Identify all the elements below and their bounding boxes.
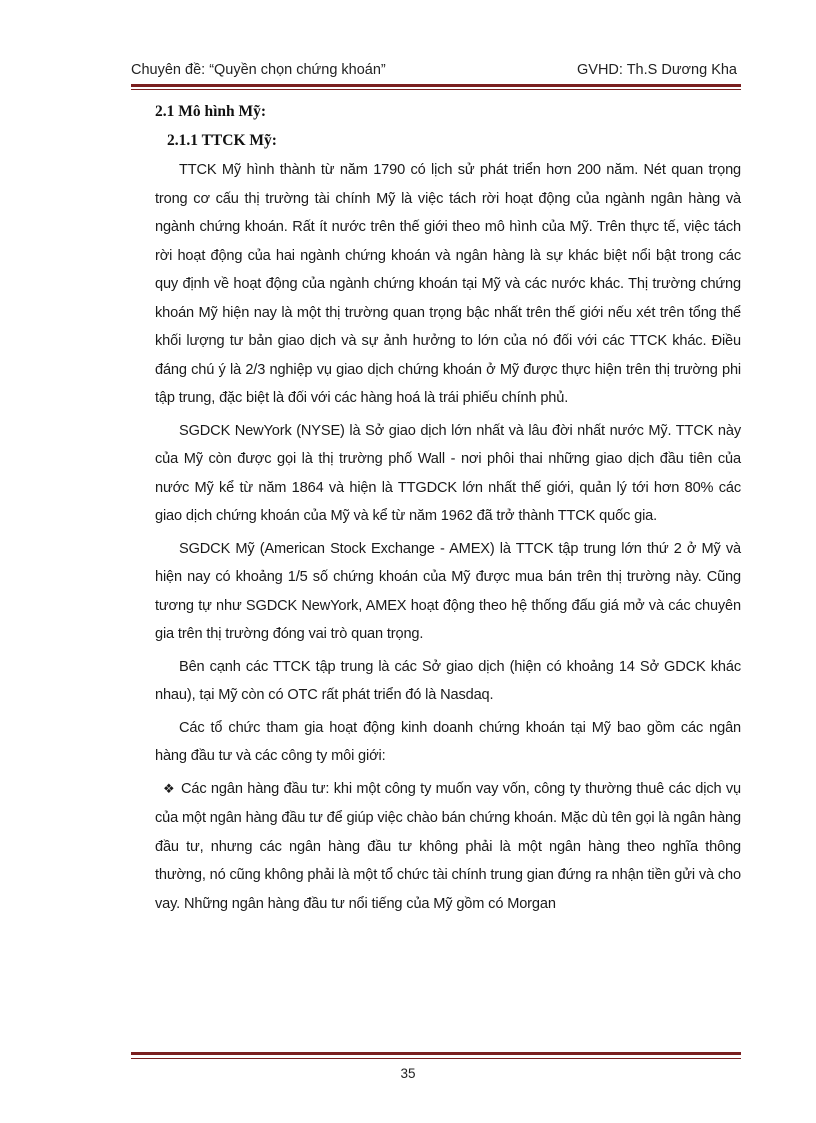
paragraph-4: Bên cạnh các TTCK tập trung là các Sở giao dịch (hiện có khoảng 14 Sở GDCK khác nhau), tại Mỹ còn có OTC rất phát triển đó là Nasdaq. bbox=[155, 658, 741, 703]
subsection-heading: 2.1.1 TTCK Mỹ: bbox=[167, 132, 277, 149]
bullet-item bbox=[155, 775, 741, 919]
paragraph-2: SGDCK NewYork (NYSE) là Sở giao dịch lớn nhất và lâu đời nhất nước Mỹ. TTCK này của Mỹ còn được gọi là thị trường phố Wall - nơi phôi thai những giao dịch đầu tiên của nước Mỹ kể từ năm 1864 và hiện là TTGDCK lớn nhất thế giới, quản lý tới hơn 80% các giao dịch chứng khoán của Mỹ và kể từ năm 1962 đã trở thành TTCK quốc gia. bbox=[155, 422, 741, 524]
diamond-bullet-icon: ❖ bbox=[163, 781, 175, 797]
footer-rule-thick bbox=[131, 1052, 741, 1055]
header-rule-thin bbox=[131, 89, 741, 90]
footer-rule-thin bbox=[131, 1058, 741, 1059]
header-rule-thick bbox=[131, 84, 741, 87]
header-supervisor: GVHD: Th.S Dương Kha bbox=[577, 62, 737, 78]
header-topic: Chuyên đề: “Quyền chọn chứng khoán” bbox=[131, 62, 386, 78]
page-header bbox=[131, 60, 741, 82]
section-heading: 2.1 Mô hình Mỹ: bbox=[155, 103, 267, 120]
paragraph-1: TTCK Mỹ hình thành từ năm 1790 có lịch sử phát triển hơn 200 năm. Nét quan trọng trong cơ cấu thị trường tài chính Mỹ là việc tách rời hoạt động của ngành ngân hàng và ngành chứng khoán. Rất ít nước trên thế giới theo mô hình của Mỹ. Trên thực tế, việc tách rời hoạt động của hai ngành chứng khoán và ngân hàng là sự khác biệt nổi bật trong các quy định về hoạt động của ngành chứng khoán tại Mỹ và các nước khác. Thị trường chứng khoán Mỹ hiện nay là một thị trường quan trọng bậc nhất trên thế giới nếu xét trên tổng thể khối lượng tư bản giao dịch và sự ảnh hưởng to lớn của nó đối với các TTCK khác. Điều đáng chú ý là 2/3 nghiệp vụ giao dịch chứng khoán ở Mỹ được thực hiện trên thị trường phi tập trung, đặc biệt là đối với các hàng hoá là trái phiếu chính phủ. bbox=[155, 162, 741, 406]
page-number: 35 bbox=[400, 1066, 416, 1081]
document-body bbox=[155, 98, 741, 922]
bullet-text: Các ngân hàng đầu tư: khi một công ty muốn vay vốn, công ty thường thuê các dịch vụ của một ngân hàng đầu tư để giúp việc chào bán chứng khoán. Mặc dù tên gọi là ngân hàng đầu tư, nhưng các ngân hàng đầu tư không phải là một ngân hàng theo nghĩa thông thường, nó cũng không phải là một tổ chức tài chính trung gian đứng ra nhận tiền gửi và cho vay. Những ngân hàng đầu tư nổi tiếng của Mỹ gồm có Morgan bbox=[155, 780, 741, 912]
paragraph-5: Các tổ chức tham gia hoạt động kinh doanh chứng khoán tại Mỹ bao gồm các ngân hàng đầu tư và các công ty môi giới: bbox=[155, 719, 741, 764]
paragraph-3: SGDCK Mỹ (American Stock Exchange - AMEX) là TTCK tập trung lớn thứ 2 ở Mỹ và hiện nay có khoảng 1/5 số chứng khoán của Mỹ được mua bán trên thị trường này. Cũng tương tự như SGDCK NewYork, AMEX hoạt động theo hệ thống đấu giá mở và các chuyên gia trên thị trường đóng vai trò quan trọng. bbox=[155, 540, 741, 642]
